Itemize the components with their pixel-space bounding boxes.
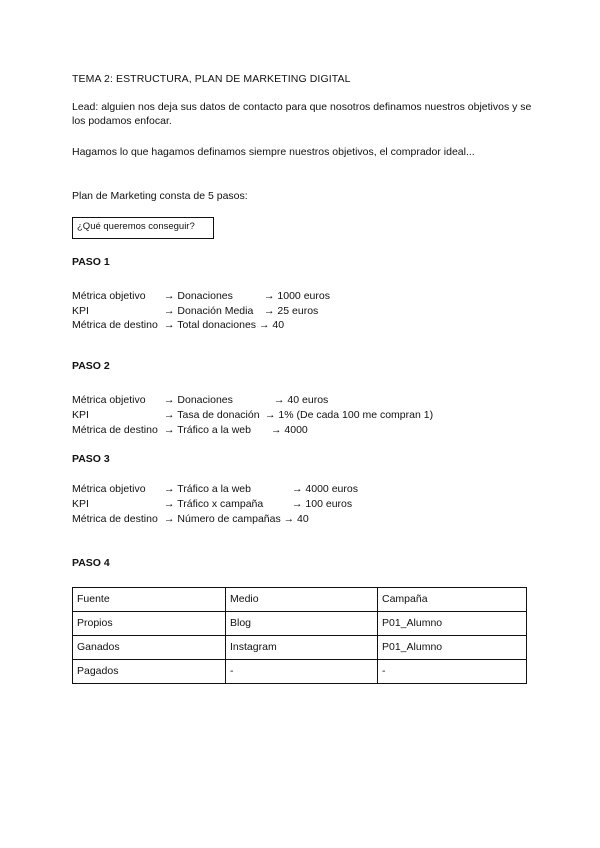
step-2-heading: PASO 2 — [72, 360, 110, 373]
metric-row — [72, 289, 532, 304]
table-cell: Pagados — [73, 660, 226, 684]
metric-row — [72, 393, 532, 408]
metric-label: Métrica objetivo — [72, 394, 146, 407]
metric-middle: → Tasa de donación — [164, 409, 260, 422]
metric-row — [72, 408, 532, 423]
lead-paragraph: Lead: alguien nos deja sus datos de contacto para que nosotros definamos nuestros objetivos y se los podamos enfocar. — [72, 101, 532, 128]
metric-right: → 1000 euros — [264, 289, 330, 302]
metric-row — [72, 497, 532, 512]
metric-middle: → Número de campañas → 40 — [164, 512, 309, 525]
metric-label: KPI — [72, 409, 89, 422]
metric-label: Métrica de destino — [72, 512, 158, 525]
metric-middle: → Total donaciones → 40 — [164, 319, 285, 332]
step-1-heading: PASO 1 — [72, 255, 110, 268]
metric-right: → 100 euros — [292, 497, 353, 510]
metric-label: Métrica objetivo — [72, 482, 146, 495]
step-3-heading: PASO 3 — [72, 452, 110, 465]
metric-middle: → Donación Media — [164, 304, 254, 317]
metric-right: → 4000 — [271, 424, 308, 436]
plan-intro: Plan de Marketing consta de 5 pasos: — [72, 189, 248, 202]
step-2-metrics — [72, 393, 532, 437]
table-cell: P01_Alumno — [378, 611, 527, 635]
channels-table — [72, 587, 527, 685]
step-3-metrics — [72, 482, 532, 526]
page-title: TEMA 2: ESTRUCTURA, PLAN DE MARKETING DIGITAL — [72, 73, 351, 85]
question-box: ¿Qué queremos conseguir? — [72, 217, 214, 239]
table-cell: Propios — [73, 611, 226, 635]
metric-right: → 40 euros — [274, 394, 329, 407]
metric-label: KPI — [72, 497, 89, 510]
metric-middle: → Donaciones — [164, 394, 233, 407]
table-header-cell: Fuente — [73, 587, 226, 611]
table-row — [73, 611, 527, 635]
document-page — [72, 72, 532, 684]
table-cell: P01_Alumno — [378, 635, 527, 659]
metric-middle: → Tráfico a la web — [164, 482, 251, 495]
metric-right: → 1% (De cada 100 me compran 1) — [265, 409, 434, 422]
metric-middle: → Tráfico x campaña — [164, 497, 264, 510]
metric-row — [72, 304, 532, 319]
table-row — [73, 635, 527, 659]
metric-label: Métrica de destino — [72, 319, 158, 332]
metric-row — [72, 318, 532, 333]
table-row — [73, 660, 527, 684]
table-cell: - — [378, 660, 527, 684]
metric-row — [72, 423, 532, 438]
metric-right: → 4000 euros — [292, 482, 358, 495]
metric-label: Métrica objetivo — [72, 289, 146, 302]
metric-right: → 25 euros — [264, 304, 319, 317]
step-4-heading: PASO 4 — [72, 557, 110, 570]
metric-row — [72, 512, 532, 527]
table-cell: Ganados — [73, 635, 226, 659]
metric-middle: → Donaciones — [164, 289, 233, 302]
table-header-row — [73, 587, 527, 611]
table-cell: - — [226, 660, 378, 684]
metric-label: KPI — [72, 304, 89, 317]
metric-label: Métrica de destino — [72, 424, 158, 436]
objectives-paragraph: Hagamos lo que hagamos definamos siempre nuestros objetivos, el comprador ideal... — [72, 145, 475, 158]
table-header-cell: Medio — [226, 587, 378, 611]
step-1-metrics — [72, 289, 532, 333]
table-cell: Blog — [226, 611, 378, 635]
table-header-cell: Campaña — [378, 587, 527, 611]
metric-middle: → Tráfico a la web — [164, 424, 251, 436]
table-cell: Instagram — [226, 635, 378, 659]
metric-row — [72, 482, 532, 497]
